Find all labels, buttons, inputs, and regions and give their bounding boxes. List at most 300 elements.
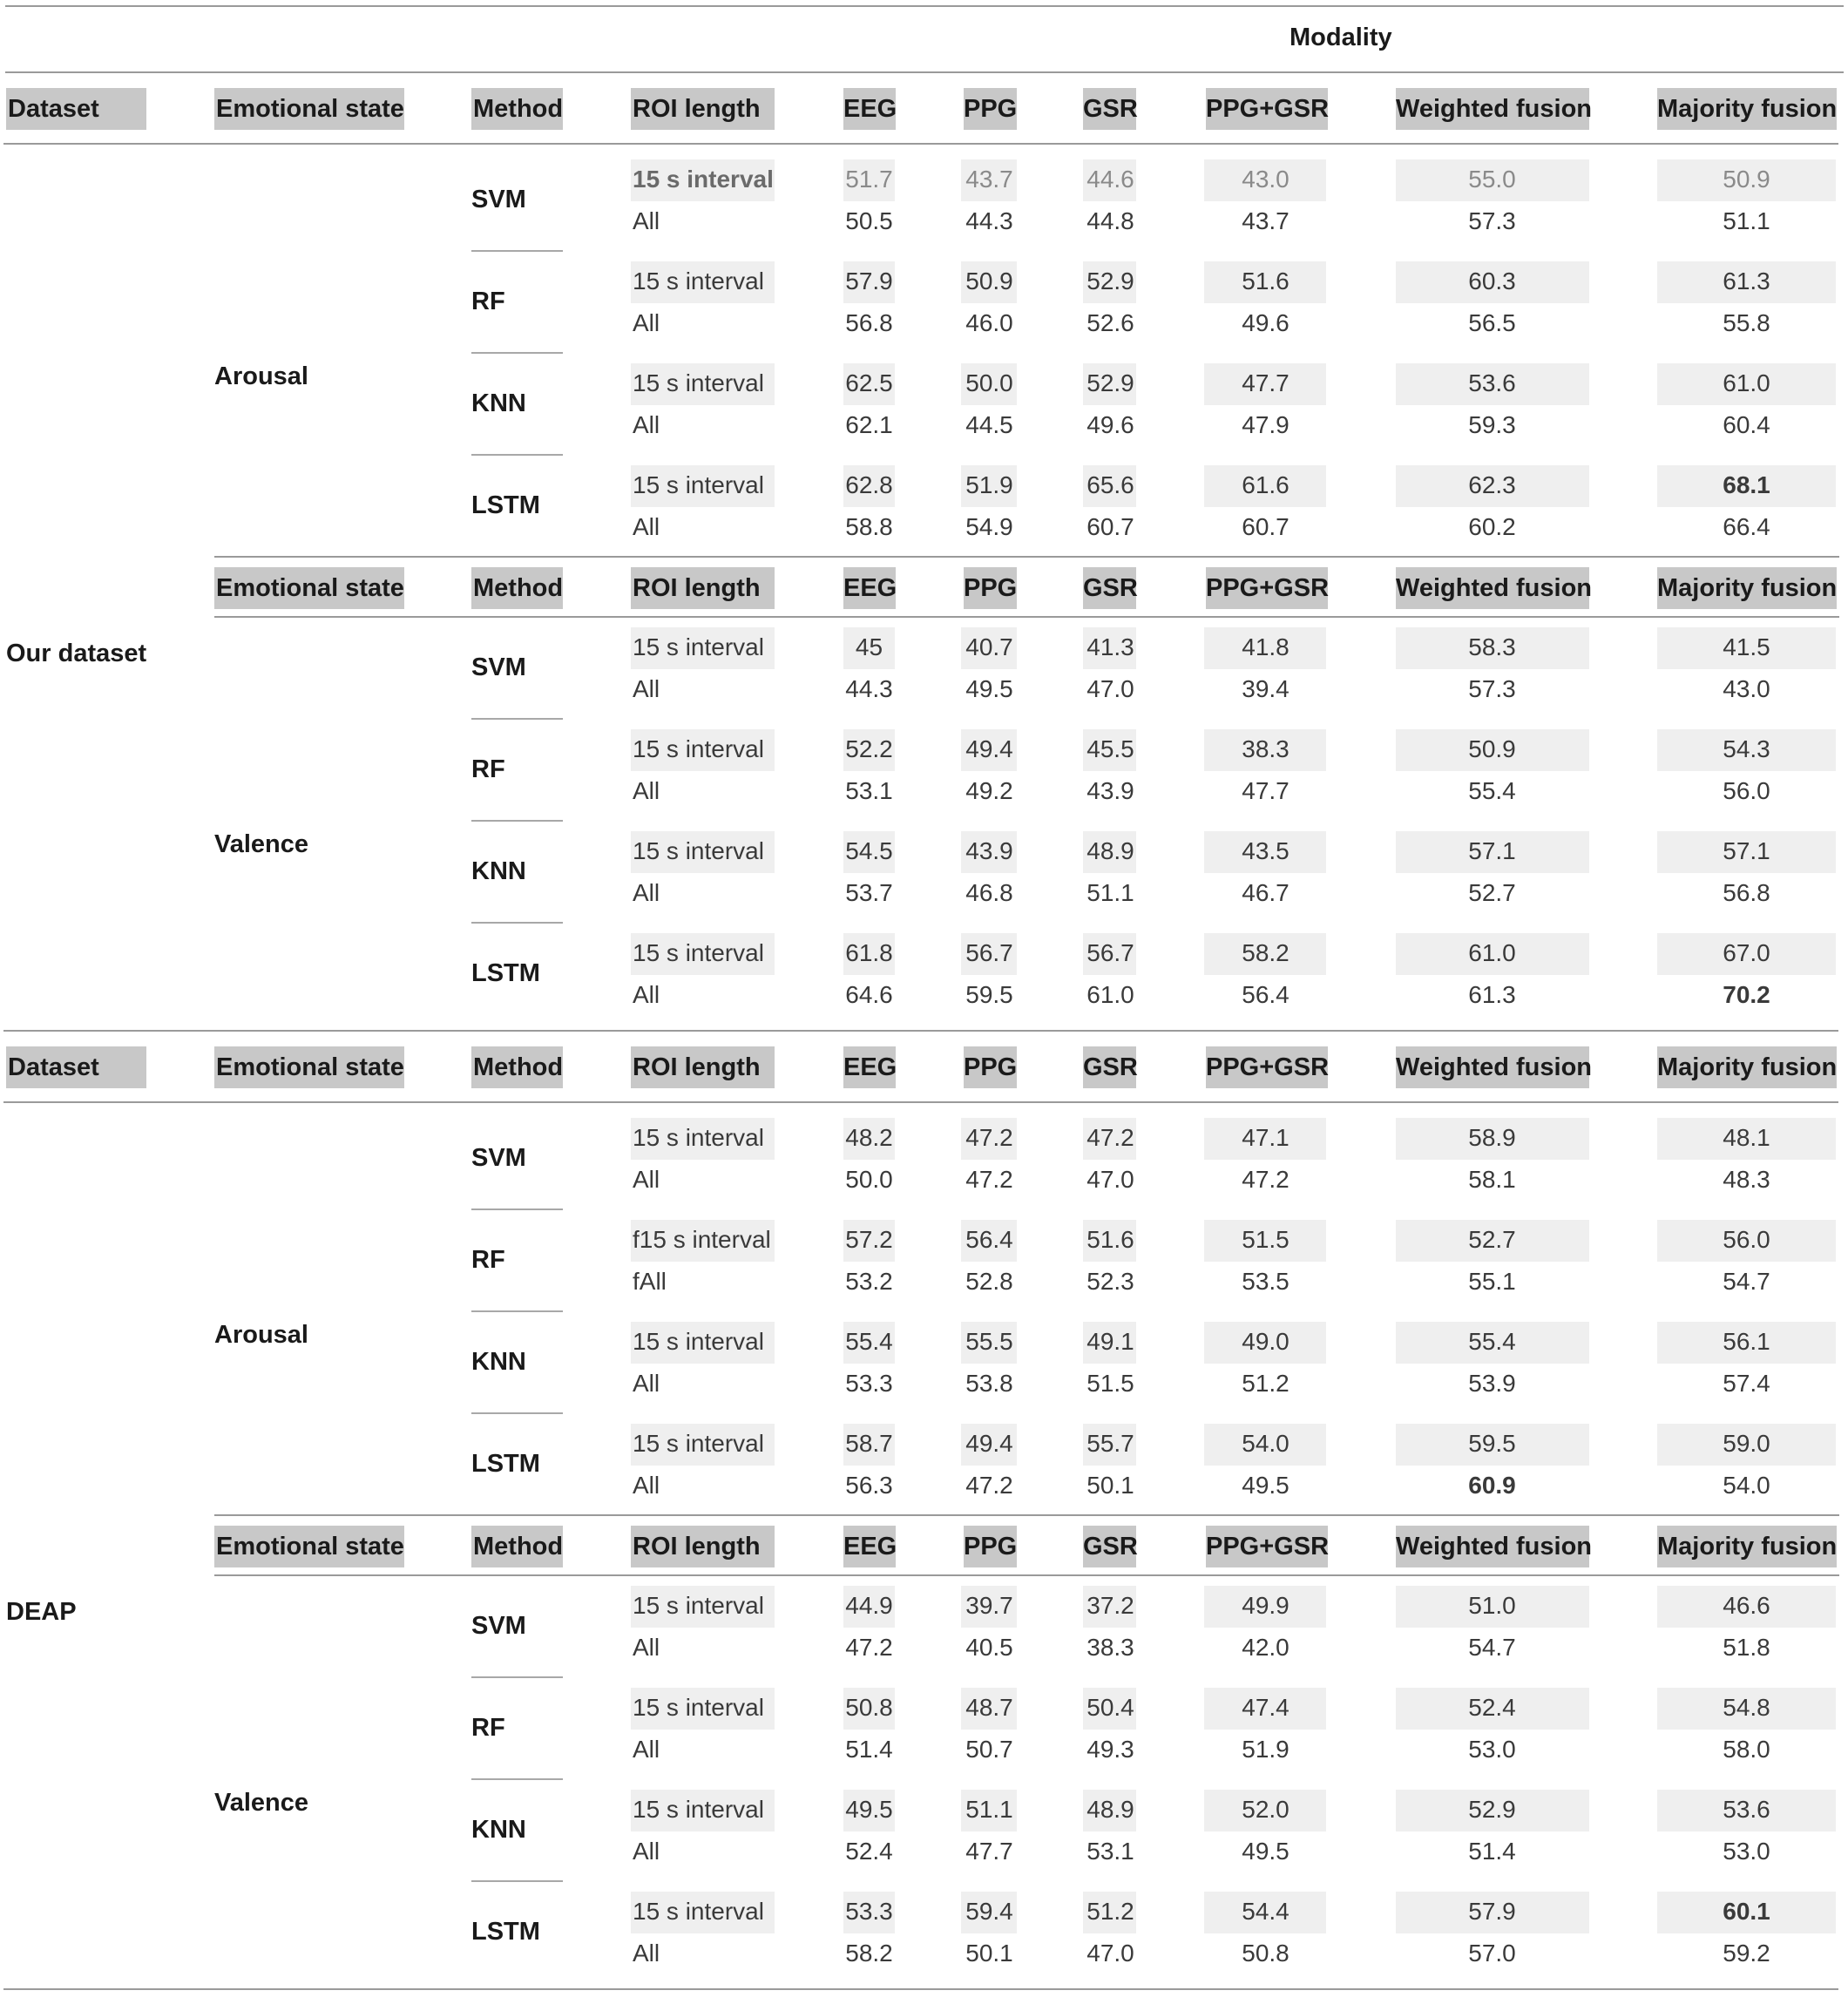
value-cell-ppg-gsr: 49.6 xyxy=(1242,309,1290,336)
value-cell-ppg: 43.9 xyxy=(965,837,1013,864)
value-cell-ppg: 48.7 xyxy=(965,1694,1013,1721)
value-cell-eeg: 61.8 xyxy=(845,939,893,966)
value-cell-ppg-gsr: 49.9 xyxy=(1242,1592,1290,1619)
value-cell-majority-fusion: 68.1 xyxy=(1723,471,1770,498)
roi-length-cell: 15 s interval xyxy=(633,166,774,193)
method-label-svm: SVM xyxy=(471,653,526,681)
value-cell-eeg: 62.1 xyxy=(845,411,893,438)
roi-length-cell: 15 s interval xyxy=(633,633,764,660)
method-divider xyxy=(471,820,563,822)
roi-length-cell: All xyxy=(633,1472,660,1499)
value-cell-eeg: 56.3 xyxy=(845,1472,893,1499)
value-cell-ppg-gsr: 54.4 xyxy=(1242,1898,1290,1925)
value-cell-weighted-fusion: 54.7 xyxy=(1468,1634,1516,1661)
value-cell-ppg: 50.7 xyxy=(965,1736,1013,1763)
value-cell-gsr: 44.8 xyxy=(1086,207,1134,234)
value-cell-ppg-gsr: 43.7 xyxy=(1242,207,1290,234)
value-cell-eeg: 44.9 xyxy=(845,1592,893,1619)
value-cell-weighted-fusion: 55.1 xyxy=(1468,1268,1516,1295)
value-cell-gsr: 52.9 xyxy=(1086,369,1134,396)
method-label-svm: SVM xyxy=(471,1612,526,1640)
roi-length-cell: All xyxy=(633,207,660,234)
column-header-weighted-fusion: Weighted fusion xyxy=(1396,1526,1589,1567)
roi-length-cell: 15 s interval xyxy=(633,369,764,396)
value-cell-ppg-gsr: 56.4 xyxy=(1242,981,1290,1008)
value-cell-ppg: 52.8 xyxy=(965,1268,1013,1295)
value-cell-ppg-gsr: 51.9 xyxy=(1242,1736,1290,1763)
value-cell-gsr: 49.6 xyxy=(1086,411,1134,438)
column-header-ppg: PPG xyxy=(964,1526,1017,1567)
value-cell-gsr: 45.5 xyxy=(1086,735,1134,762)
column-header-ppg-gsr: PPG+GSR xyxy=(1206,88,1328,130)
value-cell-gsr: 47.0 xyxy=(1086,1166,1134,1193)
value-cell-ppg-gsr: 49.0 xyxy=(1242,1328,1290,1355)
roi-length-cell: All xyxy=(633,1166,660,1193)
method-label-lstm: LSTM xyxy=(471,1918,540,1946)
value-cell-ppg: 55.5 xyxy=(965,1328,1013,1355)
value-cell-weighted-fusion: 61.3 xyxy=(1468,981,1516,1008)
value-cell-weighted-fusion: 61.0 xyxy=(1468,939,1516,966)
roi-length-cell: All xyxy=(633,879,660,906)
value-cell-ppg: 46.0 xyxy=(965,309,1013,336)
value-cell-eeg: 58.8 xyxy=(845,513,893,540)
value-cell-ppg-gsr: 51.6 xyxy=(1242,267,1290,295)
value-cell-eeg: 52.2 xyxy=(845,735,893,762)
state-header-rule xyxy=(214,1574,1839,1576)
column-header-gsr: GSR xyxy=(1083,1526,1136,1567)
value-cell-majority-fusion: 54.7 xyxy=(1723,1268,1770,1295)
value-cell-ppg-gsr: 54.0 xyxy=(1242,1430,1290,1457)
column-header-emotional-state: Emotional state xyxy=(214,1526,404,1567)
method-divider xyxy=(471,250,563,252)
value-cell-gsr: 47.2 xyxy=(1086,1124,1134,1151)
value-cell-eeg: 62.8 xyxy=(845,471,893,498)
value-cell-gsr: 48.9 xyxy=(1086,837,1134,864)
value-cell-majority-fusion: 59.0 xyxy=(1723,1430,1770,1457)
value-cell-majority-fusion: 54.8 xyxy=(1723,1694,1770,1721)
value-cell-ppg-gsr: 43.5 xyxy=(1242,837,1290,864)
value-cell-gsr: 56.7 xyxy=(1086,939,1134,966)
method-divider xyxy=(471,1208,563,1210)
emotional-state-label: Arousal xyxy=(214,362,308,390)
method-divider xyxy=(471,1310,563,1312)
column-header-emotional-state: Emotional state xyxy=(214,567,404,609)
value-cell-ppg-gsr: 51.5 xyxy=(1242,1226,1290,1253)
value-cell-gsr: 47.0 xyxy=(1086,675,1134,702)
value-cell-weighted-fusion: 57.0 xyxy=(1468,1940,1516,1967)
column-header-method: Method xyxy=(471,1046,563,1088)
column-header-method: Method xyxy=(471,567,563,609)
method-divider xyxy=(471,454,563,456)
value-cell-majority-fusion: 57.4 xyxy=(1723,1370,1770,1397)
value-cell-ppg-gsr: 60.7 xyxy=(1242,513,1290,540)
method-label-svm: SVM xyxy=(471,1144,526,1172)
value-cell-eeg: 51.4 xyxy=(845,1736,893,1763)
column-header-ppg-gsr: PPG+GSR xyxy=(1206,1046,1328,1088)
value-cell-majority-fusion: 53.0 xyxy=(1723,1838,1770,1865)
method-divider xyxy=(471,352,563,354)
emotional-state-label: Valence xyxy=(214,1789,309,1817)
value-cell-weighted-fusion: 52.7 xyxy=(1468,879,1516,906)
roi-length-cell: fAll xyxy=(633,1268,667,1295)
value-cell-eeg: 53.7 xyxy=(845,879,893,906)
column-header-roi-length: ROI length xyxy=(631,88,775,130)
value-cell-gsr: 51.5 xyxy=(1086,1370,1134,1397)
value-cell-weighted-fusion: 58.3 xyxy=(1468,633,1516,660)
value-cell-weighted-fusion: 55.4 xyxy=(1468,1328,1516,1355)
value-cell-majority-fusion: 66.4 xyxy=(1723,513,1770,540)
value-cell-weighted-fusion: 58.9 xyxy=(1468,1124,1516,1151)
value-cell-majority-fusion: 56.0 xyxy=(1723,1226,1770,1253)
value-cell-eeg: 62.5 xyxy=(845,369,893,396)
value-cell-eeg: 48.2 xyxy=(845,1124,893,1151)
value-cell-majority-fusion: 51.1 xyxy=(1723,207,1770,234)
state-separator-rule xyxy=(214,1514,1839,1516)
value-cell-majority-fusion: 54.0 xyxy=(1723,1472,1770,1499)
value-cell-ppg-gsr: 41.8 xyxy=(1242,633,1290,660)
method-label-lstm: LSTM xyxy=(471,959,540,987)
roi-length-cell: f15 s interval xyxy=(633,1226,771,1253)
roi-length-cell: 15 s interval xyxy=(633,1796,764,1823)
method-label-lstm: LSTM xyxy=(471,1450,540,1478)
value-cell-majority-fusion: 61.0 xyxy=(1723,369,1770,396)
value-cell-eeg: 57.2 xyxy=(845,1226,893,1253)
method-divider xyxy=(471,718,563,720)
roi-length-cell: All xyxy=(633,675,660,702)
value-cell-ppg: 47.2 xyxy=(965,1166,1013,1193)
method-label-rf: RF xyxy=(471,755,505,783)
roi-length-cell: 15 s interval xyxy=(633,837,764,864)
modality-header: Modality xyxy=(1290,24,1392,51)
value-cell-eeg: 44.3 xyxy=(845,675,893,702)
roi-length-cell: All xyxy=(633,1736,660,1763)
value-cell-ppg: 50.1 xyxy=(965,1940,1013,1967)
value-cell-ppg-gsr: 47.4 xyxy=(1242,1694,1290,1721)
column-header-majority-fusion: Majority fusion xyxy=(1657,1046,1837,1088)
value-cell-weighted-fusion: 52.4 xyxy=(1468,1694,1516,1721)
method-label-knn: KNN xyxy=(471,1348,526,1376)
value-cell-gsr: 51.6 xyxy=(1086,1226,1134,1253)
value-cell-gsr: 48.9 xyxy=(1086,1796,1134,1823)
roi-length-cell: All xyxy=(633,1634,660,1661)
column-header-gsr: GSR xyxy=(1083,88,1136,130)
value-cell-gsr: 51.1 xyxy=(1086,879,1134,906)
value-cell-weighted-fusion: 55.0 xyxy=(1468,166,1516,193)
value-cell-weighted-fusion: 51.0 xyxy=(1468,1592,1516,1619)
column-header-method: Method xyxy=(471,88,563,130)
roi-length-cell: All xyxy=(633,777,660,804)
column-header-weighted-fusion: Weighted fusion xyxy=(1396,567,1589,609)
value-cell-eeg: 58.7 xyxy=(845,1430,893,1457)
value-cell-eeg: 57.9 xyxy=(845,267,893,295)
roi-length-cell: 15 s interval xyxy=(633,1328,764,1355)
value-cell-ppg: 47.7 xyxy=(965,1838,1013,1865)
value-cell-gsr: 52.3 xyxy=(1086,1268,1134,1295)
value-cell-eeg: 53.3 xyxy=(845,1370,893,1397)
value-cell-ppg-gsr: 38.3 xyxy=(1242,735,1290,762)
value-cell-gsr: 65.6 xyxy=(1086,471,1134,498)
value-cell-ppg: 47.2 xyxy=(965,1472,1013,1499)
column-header-eeg: EEG xyxy=(843,1526,896,1567)
value-cell-majority-fusion: 50.9 xyxy=(1723,166,1770,193)
value-cell-ppg: 51.1 xyxy=(965,1796,1013,1823)
value-cell-ppg-gsr: 53.5 xyxy=(1242,1268,1290,1295)
value-cell-gsr: 50.4 xyxy=(1086,1694,1134,1721)
roi-length-cell: All xyxy=(633,1370,660,1397)
value-cell-ppg: 59.4 xyxy=(965,1898,1013,1925)
value-cell-ppg-gsr: 49.5 xyxy=(1242,1838,1290,1865)
value-cell-eeg: 53.1 xyxy=(845,777,893,804)
value-cell-majority-fusion: 67.0 xyxy=(1723,939,1770,966)
value-cell-gsr: 51.2 xyxy=(1086,1898,1134,1925)
value-cell-ppg-gsr: 61.6 xyxy=(1242,471,1290,498)
value-cell-weighted-fusion: 57.1 xyxy=(1468,837,1516,864)
value-cell-weighted-fusion: 57.9 xyxy=(1468,1898,1516,1925)
value-cell-eeg: 52.4 xyxy=(845,1838,893,1865)
column-header-eeg: EEG xyxy=(843,567,896,609)
value-cell-gsr: 47.0 xyxy=(1086,1940,1134,1967)
value-cell-weighted-fusion: 53.9 xyxy=(1468,1370,1516,1397)
value-cell-ppg: 56.4 xyxy=(965,1226,1013,1253)
method-label-svm: SVM xyxy=(471,186,526,213)
value-cell-eeg: 54.5 xyxy=(845,837,893,864)
value-cell-majority-fusion: 58.0 xyxy=(1723,1736,1770,1763)
value-cell-ppg: 47.2 xyxy=(965,1124,1013,1151)
method-divider xyxy=(471,1880,563,1882)
roi-length-cell: All xyxy=(633,411,660,438)
column-header-gsr: GSR xyxy=(1083,1046,1136,1088)
value-cell-weighted-fusion: 56.5 xyxy=(1468,309,1516,336)
value-cell-eeg: 55.4 xyxy=(845,1328,893,1355)
column-header-roi-length: ROI length xyxy=(631,567,775,609)
value-cell-majority-fusion: 54.3 xyxy=(1723,735,1770,762)
method-label-rf: RF xyxy=(471,1246,505,1274)
value-cell-weighted-fusion: 53.6 xyxy=(1468,369,1516,396)
value-cell-gsr: 60.7 xyxy=(1086,513,1134,540)
value-cell-gsr: 55.7 xyxy=(1086,1430,1134,1457)
value-cell-eeg: 56.8 xyxy=(845,309,893,336)
value-cell-ppg: 49.2 xyxy=(965,777,1013,804)
roi-length-cell: All xyxy=(633,981,660,1008)
value-cell-majority-fusion: 60.4 xyxy=(1723,411,1770,438)
value-cell-ppg: 50.0 xyxy=(965,369,1013,396)
value-cell-eeg: 51.7 xyxy=(845,166,893,193)
column-header-emotional-state: Emotional state xyxy=(214,1046,404,1088)
roi-length-cell: 15 s interval xyxy=(633,735,764,762)
value-cell-ppg-gsr: 47.7 xyxy=(1242,777,1290,804)
value-cell-majority-fusion: 56.1 xyxy=(1723,1328,1770,1355)
method-label-knn: KNN xyxy=(471,389,526,417)
value-cell-ppg: 44.3 xyxy=(965,207,1013,234)
value-cell-eeg: 53.2 xyxy=(845,1268,893,1295)
value-cell-eeg: 49.5 xyxy=(845,1796,893,1823)
method-label-knn: KNN xyxy=(471,857,526,885)
value-cell-gsr: 49.3 xyxy=(1086,1736,1134,1763)
column-header-eeg: EEG xyxy=(843,88,896,130)
column-header-dataset: Dataset xyxy=(6,88,146,130)
dataset-label: DEAP xyxy=(6,1598,77,1626)
value-cell-ppg-gsr: 46.7 xyxy=(1242,879,1290,906)
dataset-separator-rule xyxy=(3,1030,1838,1032)
value-cell-weighted-fusion: 58.1 xyxy=(1468,1166,1516,1193)
method-divider xyxy=(471,922,563,924)
value-cell-eeg: 58.2 xyxy=(845,1940,893,1967)
value-cell-majority-fusion: 51.8 xyxy=(1723,1634,1770,1661)
value-cell-gsr: 44.6 xyxy=(1086,166,1134,193)
value-cell-gsr: 41.3 xyxy=(1086,633,1134,660)
value-cell-eeg: 50.8 xyxy=(845,1694,893,1721)
value-cell-majority-fusion: 48.1 xyxy=(1723,1124,1770,1151)
value-cell-gsr: 50.1 xyxy=(1086,1472,1134,1499)
column-header-dataset: Dataset xyxy=(6,1046,146,1088)
value-cell-ppg-gsr: 47.1 xyxy=(1242,1124,1290,1151)
emotional-state-label: Arousal xyxy=(214,1321,308,1349)
value-cell-majority-fusion: 61.3 xyxy=(1723,267,1770,295)
value-cell-majority-fusion: 60.1 xyxy=(1723,1898,1770,1925)
roi-length-cell: All xyxy=(633,513,660,540)
header-bottom-rule xyxy=(3,1101,1838,1103)
column-header-method: Method xyxy=(471,1526,563,1567)
value-cell-ppg: 39.7 xyxy=(965,1592,1013,1619)
value-cell-weighted-fusion: 52.9 xyxy=(1468,1796,1516,1823)
value-cell-gsr: 53.1 xyxy=(1086,1838,1134,1865)
value-cell-ppg: 54.9 xyxy=(965,513,1013,540)
roi-length-cell: 15 s interval xyxy=(633,1124,764,1151)
value-cell-ppg: 40.7 xyxy=(965,633,1013,660)
value-cell-ppg: 46.8 xyxy=(965,879,1013,906)
modality-rule xyxy=(5,71,1844,73)
value-cell-ppg-gsr: 49.5 xyxy=(1242,1472,1290,1499)
value-cell-weighted-fusion: 60.3 xyxy=(1468,267,1516,295)
value-cell-ppg-gsr: 39.4 xyxy=(1242,675,1290,702)
method-label-knn: KNN xyxy=(471,1816,526,1844)
value-cell-majority-fusion: 59.2 xyxy=(1723,1940,1770,1967)
value-cell-gsr: 37.2 xyxy=(1086,1592,1134,1619)
value-cell-weighted-fusion: 50.9 xyxy=(1468,735,1516,762)
column-header-ppg-gsr: PPG+GSR xyxy=(1206,1526,1328,1567)
column-header-majority-fusion: Majority fusion xyxy=(1657,567,1837,609)
state-header-rule xyxy=(214,616,1839,618)
value-cell-majority-fusion: 55.8 xyxy=(1723,309,1770,336)
method-label-rf: RF xyxy=(471,288,505,315)
value-cell-ppg-gsr: 51.2 xyxy=(1242,1370,1290,1397)
method-divider xyxy=(471,1412,563,1414)
value-cell-gsr: 61.0 xyxy=(1086,981,1134,1008)
value-cell-ppg: 43.7 xyxy=(965,166,1013,193)
value-cell-majority-fusion: 41.5 xyxy=(1723,633,1770,660)
column-header-roi-length: ROI length xyxy=(631,1046,775,1088)
value-cell-weighted-fusion: 60.2 xyxy=(1468,513,1516,540)
value-cell-gsr: 38.3 xyxy=(1086,1634,1134,1661)
value-cell-majority-fusion: 46.6 xyxy=(1723,1592,1770,1619)
method-label-rf: RF xyxy=(471,1714,505,1742)
value-cell-ppg-gsr: 52.0 xyxy=(1242,1796,1290,1823)
value-cell-majority-fusion: 56.8 xyxy=(1723,879,1770,906)
state-separator-rule xyxy=(214,556,1839,558)
value-cell-weighted-fusion: 55.4 xyxy=(1468,777,1516,804)
value-cell-majority-fusion: 43.0 xyxy=(1723,675,1770,702)
column-header-gsr: GSR xyxy=(1083,567,1136,609)
value-cell-ppg: 49.4 xyxy=(965,1430,1013,1457)
value-cell-ppg-gsr: 47.9 xyxy=(1242,411,1290,438)
value-cell-ppg: 59.5 xyxy=(965,981,1013,1008)
value-cell-ppg: 53.8 xyxy=(965,1370,1013,1397)
value-cell-ppg: 40.5 xyxy=(965,1634,1013,1661)
column-header-weighted-fusion: Weighted fusion xyxy=(1396,1046,1589,1088)
value-cell-gsr: 52.9 xyxy=(1086,267,1134,295)
roi-length-cell: 15 s interval xyxy=(633,939,764,966)
roi-length-cell: 15 s interval xyxy=(633,267,764,295)
value-cell-eeg: 64.6 xyxy=(845,981,893,1008)
value-cell-weighted-fusion: 60.9 xyxy=(1468,1472,1516,1499)
value-cell-gsr: 49.1 xyxy=(1086,1328,1134,1355)
emotional-state-label: Valence xyxy=(214,830,309,858)
roi-length-cell: 15 s interval xyxy=(633,1430,764,1457)
value-cell-weighted-fusion: 57.3 xyxy=(1468,675,1516,702)
value-cell-weighted-fusion: 53.0 xyxy=(1468,1736,1516,1763)
roi-length-cell: All xyxy=(633,1940,660,1967)
value-cell-eeg: 45 xyxy=(855,633,883,660)
value-cell-majority-fusion: 56.0 xyxy=(1723,777,1770,804)
value-cell-majority-fusion: 57.1 xyxy=(1723,837,1770,864)
header-bottom-rule xyxy=(3,143,1838,145)
value-cell-majority-fusion: 48.3 xyxy=(1723,1166,1770,1193)
value-cell-eeg: 47.2 xyxy=(845,1634,893,1661)
value-cell-eeg: 53.3 xyxy=(845,1898,893,1925)
value-cell-ppg: 56.7 xyxy=(965,939,1013,966)
column-header-ppg: PPG xyxy=(964,567,1017,609)
value-cell-weighted-fusion: 59.5 xyxy=(1468,1430,1516,1457)
roi-length-cell: 15 s interval xyxy=(633,1592,764,1619)
value-cell-ppg-gsr: 47.2 xyxy=(1242,1166,1290,1193)
value-cell-majority-fusion: 53.6 xyxy=(1723,1796,1770,1823)
value-cell-ppg-gsr: 42.0 xyxy=(1242,1634,1290,1661)
value-cell-ppg-gsr: 58.2 xyxy=(1242,939,1290,966)
column-header-majority-fusion: Majority fusion xyxy=(1657,1526,1837,1567)
roi-length-cell: All xyxy=(633,309,660,336)
top-rule xyxy=(5,5,1844,7)
value-cell-ppg: 49.5 xyxy=(965,675,1013,702)
value-cell-ppg: 51.9 xyxy=(965,471,1013,498)
roi-length-cell: 15 s interval xyxy=(633,1898,764,1925)
column-header-ppg-gsr: PPG+GSR xyxy=(1206,567,1328,609)
value-cell-gsr: 52.6 xyxy=(1086,309,1134,336)
value-cell-ppg-gsr: 43.0 xyxy=(1242,166,1290,193)
column-header-roi-length: ROI length xyxy=(631,1526,775,1567)
dataset-label: Our dataset xyxy=(6,640,147,667)
column-header-ppg: PPG xyxy=(964,88,1017,130)
value-cell-eeg: 50.5 xyxy=(845,207,893,234)
value-cell-weighted-fusion: 59.3 xyxy=(1468,411,1516,438)
method-label-lstm: LSTM xyxy=(471,491,540,519)
value-cell-ppg-gsr: 47.7 xyxy=(1242,369,1290,396)
column-header-emotional-state: Emotional state xyxy=(214,88,404,130)
bottom-rule xyxy=(3,1988,1838,1990)
column-header-eeg: EEG xyxy=(843,1046,896,1088)
value-cell-eeg: 50.0 xyxy=(845,1166,893,1193)
roi-length-cell: All xyxy=(633,1838,660,1865)
value-cell-gsr: 43.9 xyxy=(1086,777,1134,804)
roi-length-cell: 15 s interval xyxy=(633,471,764,498)
value-cell-majority-fusion: 70.2 xyxy=(1723,981,1770,1008)
column-header-ppg: PPG xyxy=(964,1046,1017,1088)
column-header-majority-fusion: Majority fusion xyxy=(1657,88,1837,130)
roi-length-cell: 15 s interval xyxy=(633,1694,764,1721)
value-cell-ppg: 49.4 xyxy=(965,735,1013,762)
value-cell-weighted-fusion: 52.7 xyxy=(1468,1226,1516,1253)
value-cell-ppg-gsr: 50.8 xyxy=(1242,1940,1290,1967)
method-divider xyxy=(471,1778,563,1780)
